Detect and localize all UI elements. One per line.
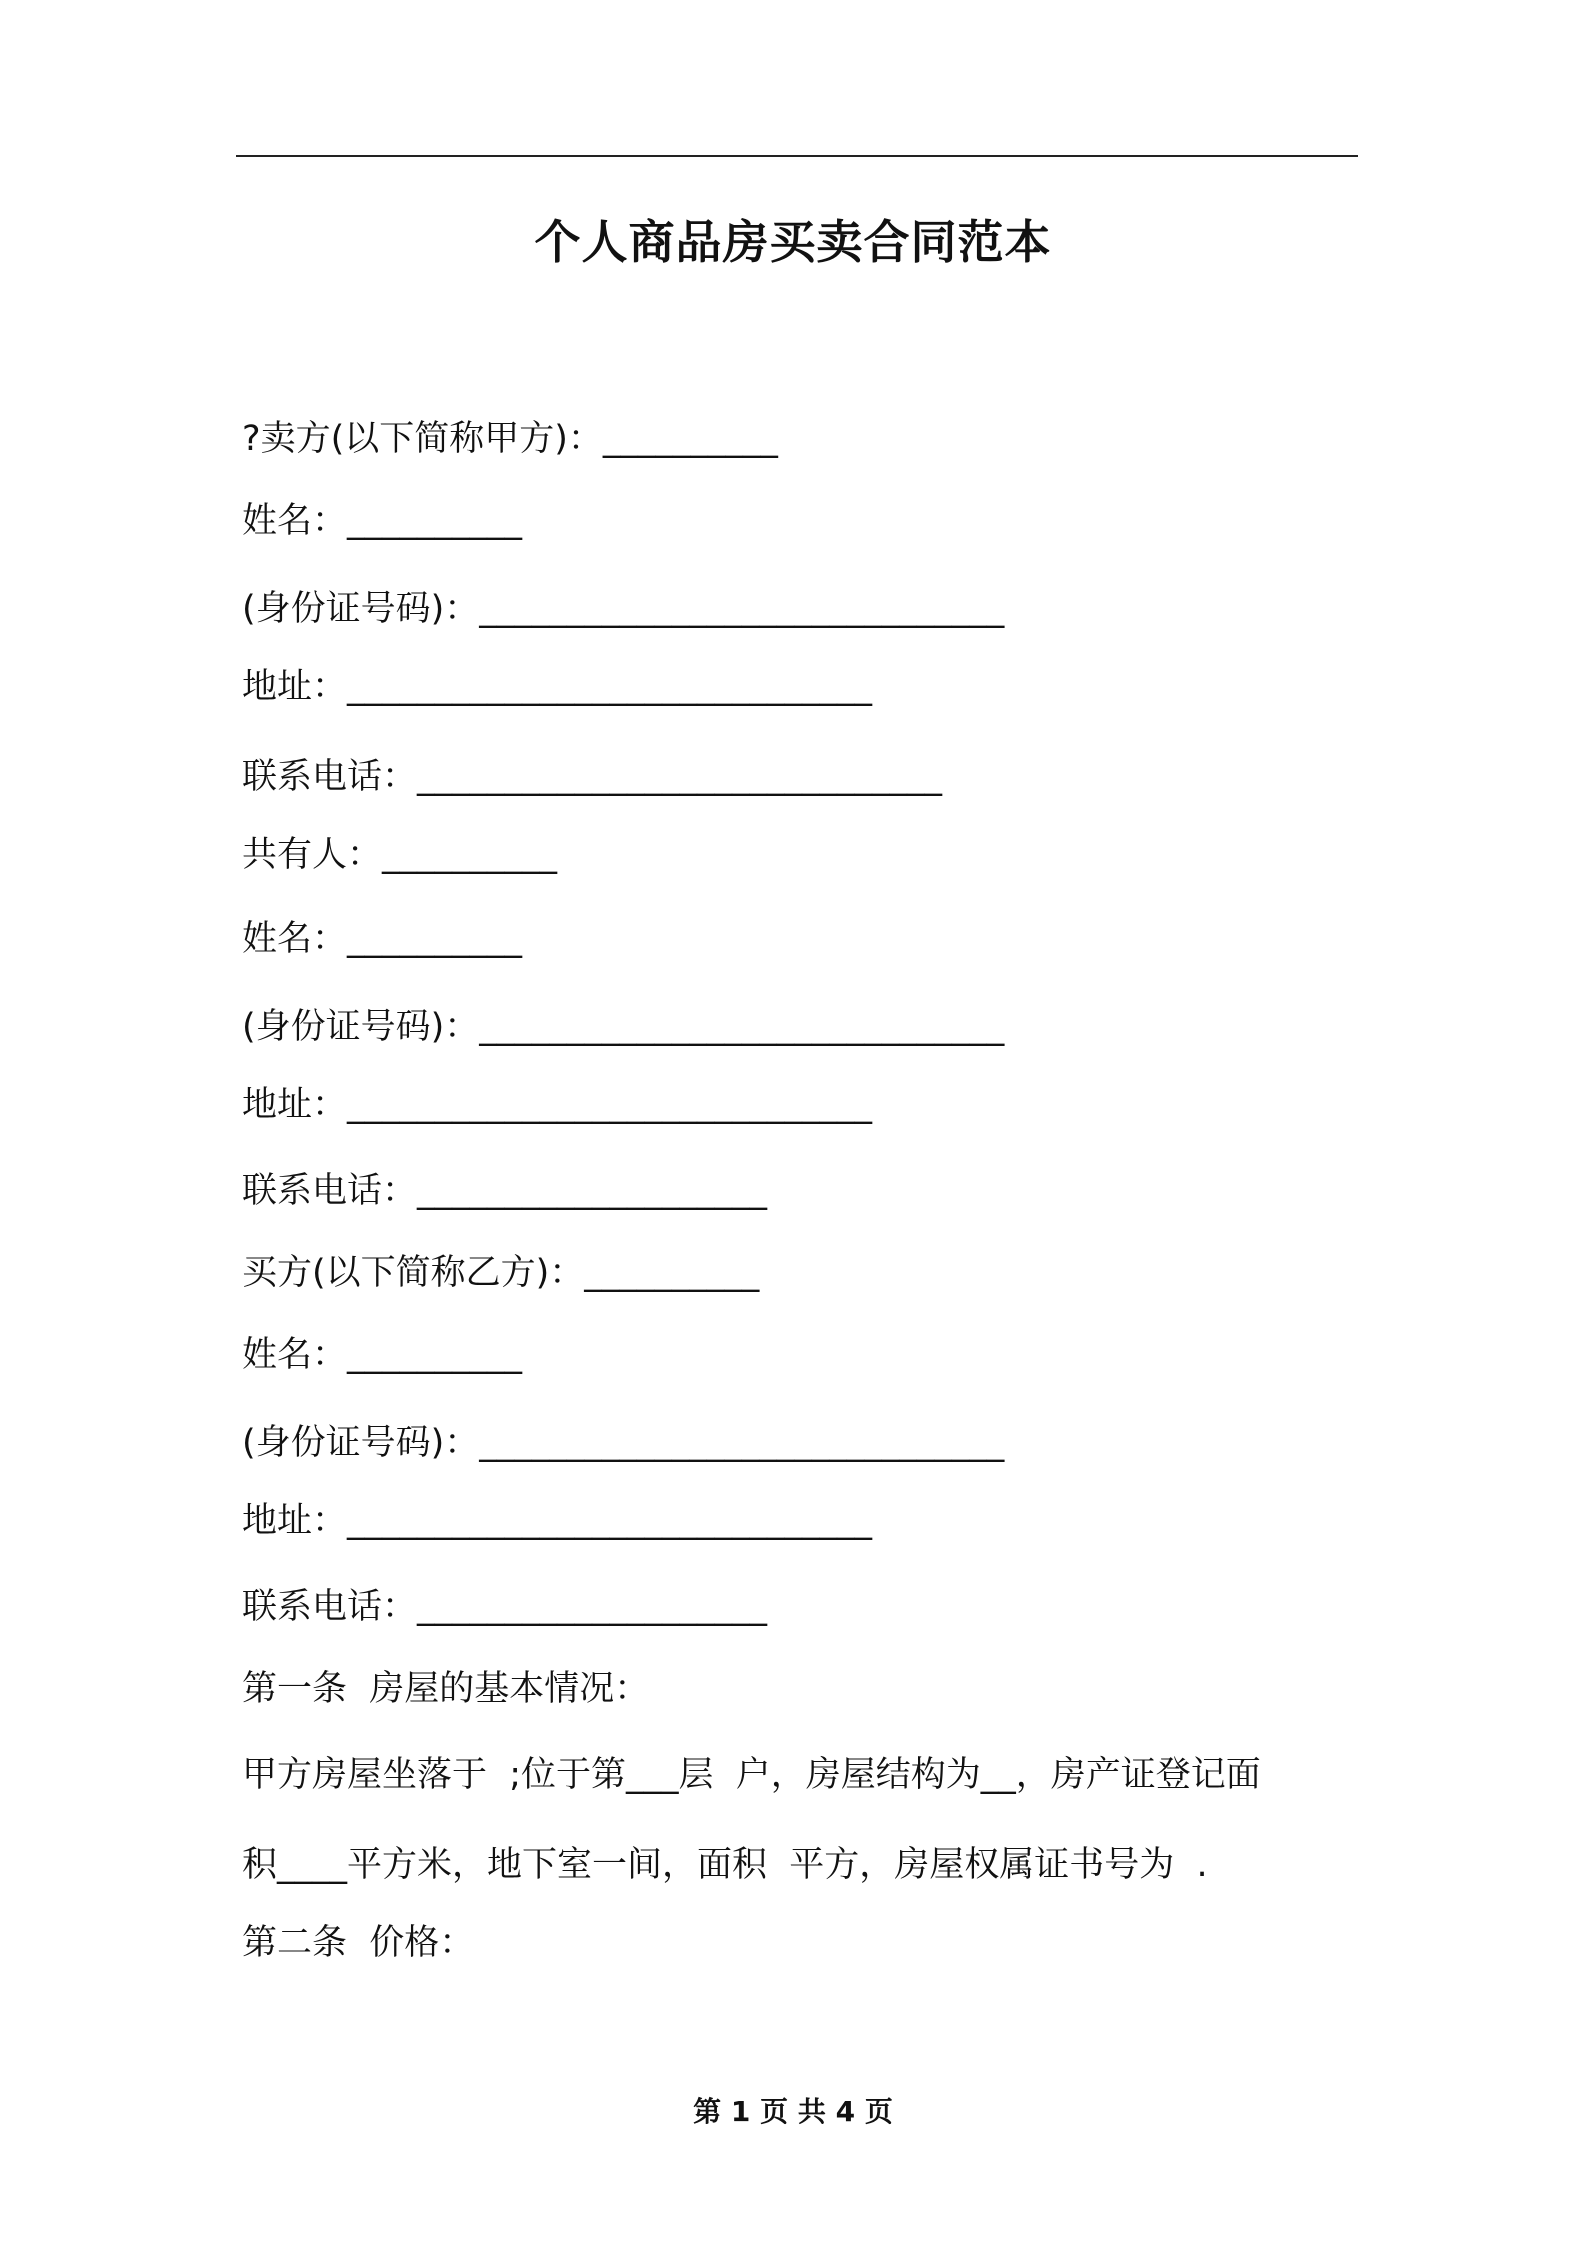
buyer-address-line: 地址：______________________________ <box>242 1501 873 1541</box>
page-title: 个人商品房买卖合同范本 <box>534 215 1052 269</box>
buyer-name-line: 姓名：__________ <box>242 1335 523 1375</box>
buyer-line: 买方(以下简称乙方)：__________ <box>242 1253 760 1293</box>
header-rule <box>236 155 1358 157</box>
seller-id-line: (身份证号码)：______________________________ <box>242 589 1005 629</box>
buyer-id-line: (身份证号码)：______________________________ <box>242 1423 1005 1463</box>
co-owner-id-line: (身份证号码)：______________________________ <box>242 1007 1005 1047</box>
seller-phone-line: 联系电话：______________________________ <box>242 757 943 797</box>
seller-address-line: 地址：______________________________ <box>242 667 873 707</box>
co-owner-address-line: 地址：______________________________ <box>242 1085 873 1125</box>
article-two-heading: 第二条 价格： <box>242 1923 475 1963</box>
article-one-text-2: 积____平方米，地下室一间，面积 平方，房屋权属证书号为 . <box>242 1845 1208 1885</box>
co-owner-phone-line: 联系电话：____________________ <box>242 1171 768 1211</box>
article-one-text-1: 甲方房屋坐落于 ;位于第___层 户，房屋结构为__，房产证登记面 <box>242 1755 1261 1795</box>
article-one-heading: 第一条 房屋的基本情况： <box>242 1669 650 1709</box>
co-owner-line: 共有人：__________ <box>242 835 558 875</box>
page-number: 第 1 页 共 4 页 <box>693 2095 893 2128</box>
seller-line: ?卖方(以下简称甲方)：__________ <box>242 419 778 459</box>
buyer-phone-line: 联系电话：____________________ <box>242 1587 768 1627</box>
co-owner-name-line: 姓名：__________ <box>242 919 523 959</box>
seller-name-line: 姓名：__________ <box>242 501 523 541</box>
